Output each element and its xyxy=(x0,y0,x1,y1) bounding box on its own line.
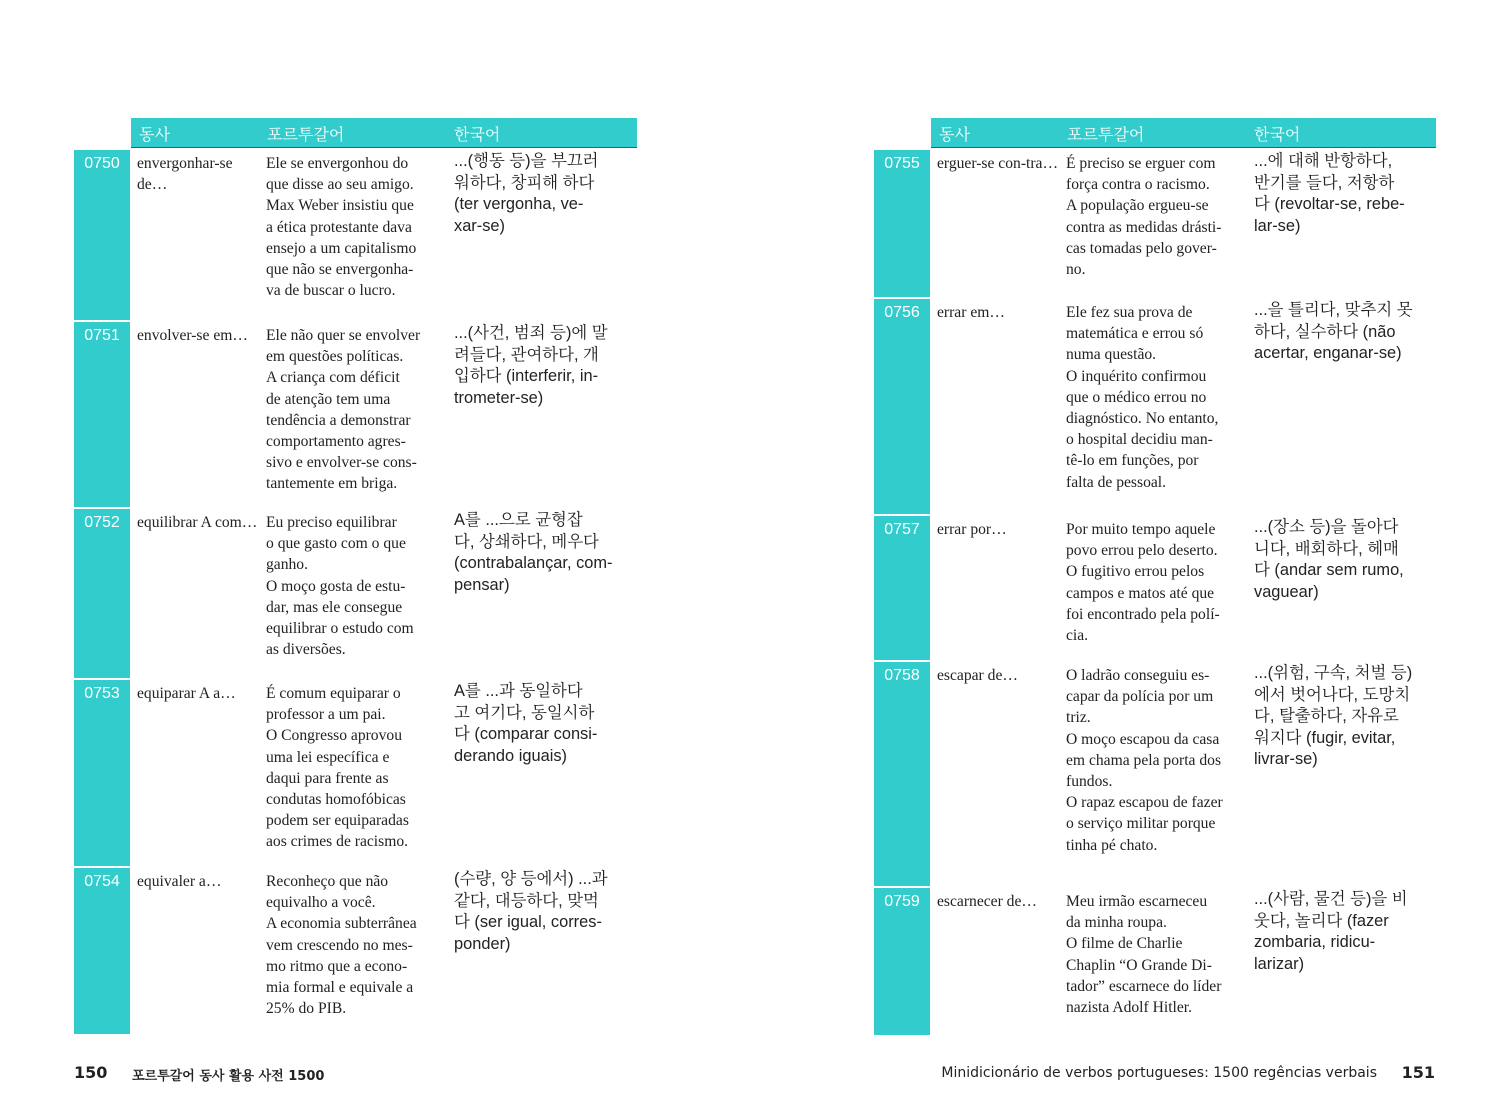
entry-0757 xyxy=(874,514,1436,660)
entry-verb: equilibrar A com… xyxy=(137,514,258,531)
entry-example: Ele fez sua prova de matemática e errou só numa questão. O inquérito confirmou que o médico errou no diagnóstico. No entanto, o hospital decidiu man- tê-lo em funções, por falta de pessoal. xyxy=(1066,304,1219,491)
entry-example: Eu preciso equilibrar o que gasto com o que ganho. O moço gosta de estu- dar, mas ele consegue equilibrar o estudo com as diversões. xyxy=(266,514,414,659)
entry-number: 0755 xyxy=(874,148,930,298)
entry-number: 0750 xyxy=(74,148,130,321)
entry-verb: errar em… xyxy=(937,304,1005,321)
entry-verb: equivaler a… xyxy=(137,873,222,890)
book-title: Minidicionário de verbos portugueses: 1500 regências verbais xyxy=(941,1065,1377,1081)
entry-verb: erguer-se con-tra… xyxy=(937,155,1059,172)
page-number: 150 xyxy=(74,1063,108,1082)
header-korean: 한국어 xyxy=(454,125,501,144)
verb-table-left xyxy=(74,118,637,1033)
entry-example: Ele se envergonhou do que disse ao seu amigo. Max Weber insistiu que a ética protestante dava ensejo a um capitalismo que não se envergonha- va de buscar o lucro. xyxy=(266,155,417,300)
entry-number: 0753 xyxy=(74,678,130,867)
entry-example: Meu irmão escarneceu da minha roupa. O filme de Charlie Chaplin “O Grande Di- tador” escarnece do líder nazista Adolf Hitler. xyxy=(1066,893,1222,1017)
entry-example: Por muito tempo aquele povo errou pelo deserto. O fugitivo errou pelos campos e matos até que foi encontrado pela polí- cia. xyxy=(1066,521,1220,645)
book-title: 포르투갈어 동사 활용 사전 1500 xyxy=(132,1069,325,1084)
header-verb: 동사 xyxy=(939,125,970,144)
entry-example: Ele não quer se envolver em questões políticas. A criança com déficit de atenção tem uma tendência a demonstrar comportamento agres- sivo e envolver-se cons- tantemente em briga. xyxy=(266,327,421,493)
table-header xyxy=(931,118,1436,148)
header-portuguese: 포르투갈어 xyxy=(267,125,345,144)
entry-0756 xyxy=(874,297,1436,514)
entry-korean: A를 ...으로 균형잡 다, 상쇄하다, 메우다 (contrabalançar, com- pensar) xyxy=(454,511,613,594)
entry-0752 xyxy=(74,507,637,678)
entry-0753 xyxy=(74,678,637,866)
entry-0758 xyxy=(874,660,1436,886)
entry-korean: ...(장소 등)을 돌아다 니다, 배회하다, 헤매 다 (andar sem rumo, vaguear) xyxy=(1254,518,1404,601)
right-page xyxy=(756,0,1512,1111)
entry-example: O ladrão conseguiu es- capar da polícia por um triz. O moço escapou da casa em chama pela porta dos fundos. O rapaz escapou de fazer o serviço militar porque tinha pé chato. xyxy=(1066,667,1223,854)
entry-0750 xyxy=(74,148,637,320)
entry-verb: escarnecer de… xyxy=(937,893,1037,910)
entry-example: É comum equiparar o professor a um pai. O Congresso aprovou uma lei específica e daqui para frente as condutas homofóbicas podem ser equiparadas aos crimes de racismo. xyxy=(266,685,409,851)
entry-korean: ...(사람, 물건 등)을 비 웃다, 놀리다 (fazer zombaria, ridicu- larizar) xyxy=(1254,890,1408,973)
entry-verb: escapar de… xyxy=(937,667,1018,684)
entry-number: 0756 xyxy=(874,297,930,515)
entry-korean: (수량, 양 등에서) ...과 같다, 대등하다, 맞먹 다 (ser igual, corres- ponder) xyxy=(454,870,608,953)
header-verb: 동사 xyxy=(139,125,170,144)
entry-verb: envolver-se em… xyxy=(137,327,248,344)
entry-verb: errar por… xyxy=(937,521,1007,538)
entry-number: 0752 xyxy=(74,507,130,679)
entry-number: 0751 xyxy=(74,320,130,508)
entry-0755 xyxy=(874,148,1436,297)
entry-number: 0757 xyxy=(874,514,930,661)
entry-korean: A를 ...과 동일하다 고 여기다, 동일시하 다 (comparar consi- derando iguais) xyxy=(454,682,598,765)
entry-example: É preciso se erguer com força contra o racismo. A população ergueu-se contra as medidas drásti- cas tomadas pelo gover- no. xyxy=(1066,155,1222,279)
entry-verb: equiparar A a… xyxy=(137,685,236,702)
entry-example: Reconheço que não equivalho a você. A economia subterrânea vem crescendo no mes- mo ritmo que a econo- mia formal e equivale a 25% do PIB. xyxy=(266,873,417,1018)
entry-korean: ...(위험, 구속, 처벌 등) 에서 벗어나다, 도망치 다, 탈출하다, 자유로 워지다 (fugir, evitar, livrar-se) xyxy=(1254,664,1413,768)
header-portuguese: 포르투갈어 xyxy=(1067,125,1145,144)
table-header xyxy=(131,118,637,148)
entry-korean: ...을 틀리다, 맞추지 못 하다, 실수하다 (não acertar, enganar-se) xyxy=(1254,301,1413,362)
entry-number: 0754 xyxy=(74,866,130,1034)
entry-0759 xyxy=(874,886,1436,1034)
header-korean: 한국어 xyxy=(1254,125,1301,144)
entry-number: 0758 xyxy=(874,660,930,887)
entry-0754 xyxy=(74,866,637,1033)
entry-0751 xyxy=(74,320,637,507)
entry-verb: envergonhar-se de… xyxy=(137,155,233,193)
verb-table-right xyxy=(874,118,1436,1034)
entry-korean: ...에 대해 반항하다, 반기를 들다, 저항하 다 (revoltar-se, rebe- lar-se) xyxy=(1254,152,1405,235)
entry-korean: ...(사건, 범죄 등)에 말 려들다, 관여하다, 개 입하다 (interferir, in- trometer-se) xyxy=(454,324,608,407)
entry-korean: ...(행동 등)을 부끄러 워하다, 창피해 하다 (ter vergonha, ve- xar-se) xyxy=(454,152,599,235)
page-number: 151 xyxy=(1401,1063,1435,1082)
entry-number: 0759 xyxy=(874,886,930,1035)
